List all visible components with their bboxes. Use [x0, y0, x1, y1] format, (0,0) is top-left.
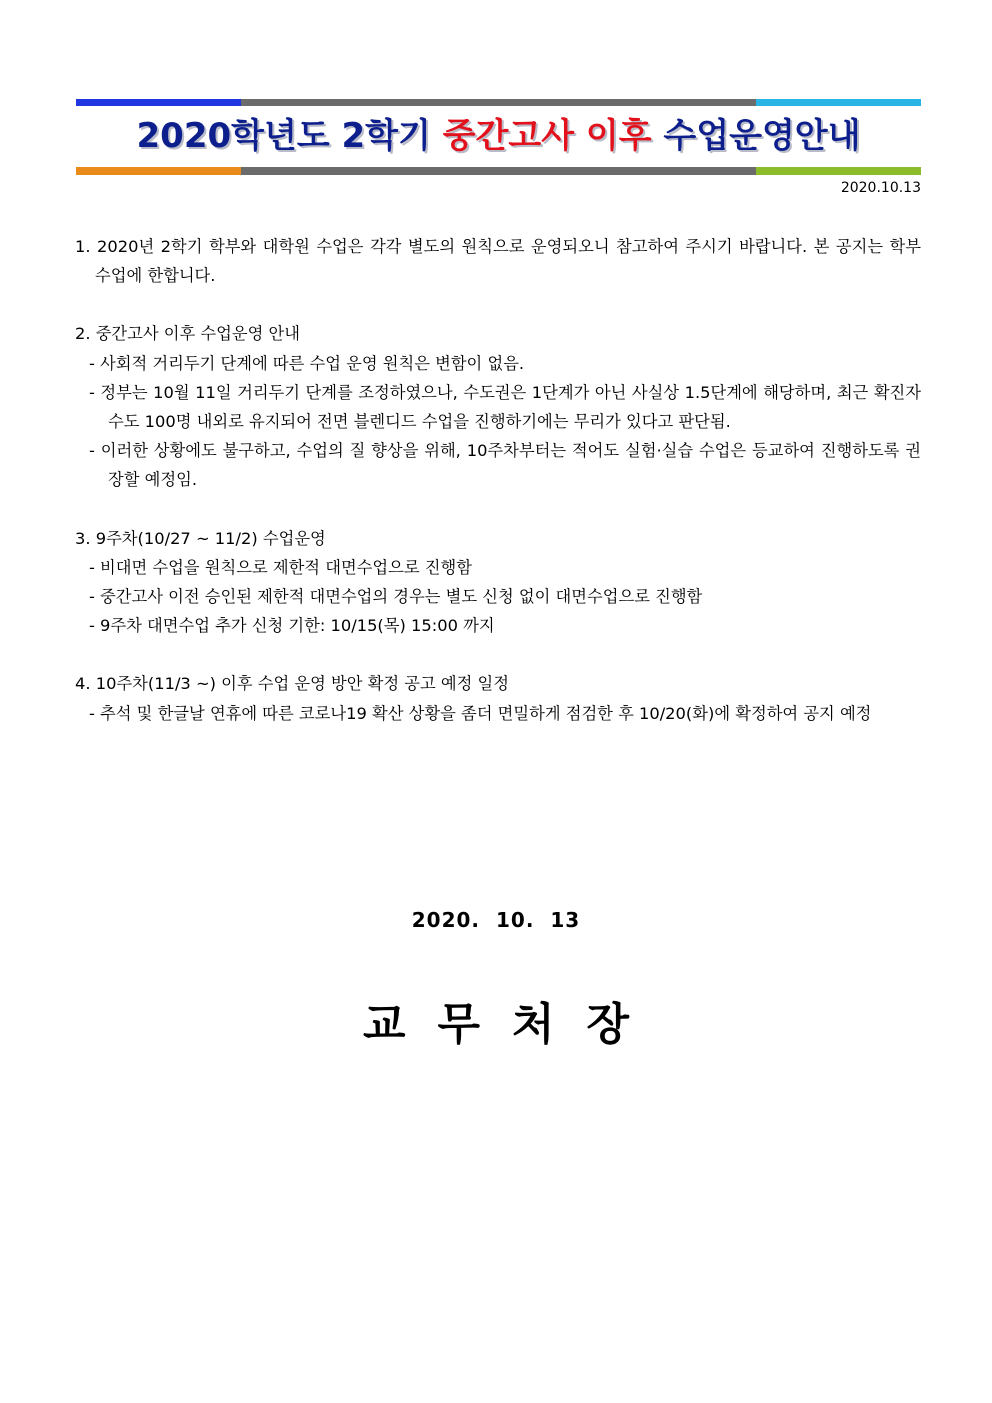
bar-segment-blue [76, 99, 241, 106]
list-item: - 추석 및 한글날 연휴에 따른 코로나19 확산 상황을 좀더 면밀하게 점검한 후 10/20(화)에 확정하여 공지 예정 [89, 703, 872, 723]
list-item: - 이러한 상황에도 불구하고, 수업의 질 향상을 위해, 10주차부터는 적어도 실험·실습 수업은 등교하여 진행하도록 권장할 예정임. [89, 441, 921, 490]
section-3 [75, 524, 921, 641]
section-1 [75, 232, 921, 290]
header-top-bar [76, 99, 921, 106]
signature-date: 2020. 10. 13 [411, 908, 581, 932]
title-highlight: 중간고사 이후 [442, 116, 652, 156]
header-bottom-bar [76, 167, 921, 175]
list-item: - 9주차 대면수업 추가 신청 기한: 10/15(목) 15:00 까지 [89, 616, 495, 636]
notice-body [75, 232, 921, 757]
bar-segment-gray [241, 99, 756, 106]
list-item: - 중간고사 이전 승인된 제한적 대면수업의 경우는 별도 신청 없이 대면수업으로 진행함 [89, 587, 703, 607]
bar-segment-gray [241, 167, 756, 175]
title-part1: 2020학년도 2학기 [136, 116, 443, 156]
issuer-name: 교무처장 [362, 999, 661, 1050]
list-item: - 정부는 10월 11일 거리두기 단계를 조정하였으나, 수도권은 1단계가 아닌 사실상 1.5단계에 해당하며, 최근 확진자 수도 100명 내외로 유지되어 전면 블렌디드 수업을 진행하기에는 무리가 있다고 판단됨. [89, 382, 921, 432]
page-title [76, 108, 921, 166]
document-date: 2020.10.13 [840, 180, 921, 196]
section-heading: 2. 중간고사 이후 수업운영 안내 [75, 324, 300, 344]
bar-segment-cyan [756, 99, 921, 106]
section-heading: 1. 2020년 2학기 학부와 대학원 수업은 각각 별도의 원칙으로 운영되오니 참고하여 주시기 바랍니다. 본 공지는 학부 수업에 한합니다. [75, 237, 921, 286]
bar-segment-orange [76, 167, 241, 175]
title-part2: 수업운영안내 [651, 116, 861, 156]
list-item: - 비대면 수업을 원칙으로 제한적 대면수업으로 진행함 [89, 557, 472, 577]
section-2 [75, 319, 921, 494]
section-heading: 3. 9주차(10/27 ~ 11/2) 수업운영 [75, 528, 326, 548]
bar-segment-green [756, 167, 921, 175]
list-item: - 사회적 거리두기 단계에 따른 수업 운영 원칙은 변함이 없음. [89, 353, 525, 373]
section-4 [75, 669, 921, 727]
section-heading: 4. 10주차(11/3 ~) 이후 수업 운영 방안 확정 공고 예정 일정 [75, 674, 510, 694]
